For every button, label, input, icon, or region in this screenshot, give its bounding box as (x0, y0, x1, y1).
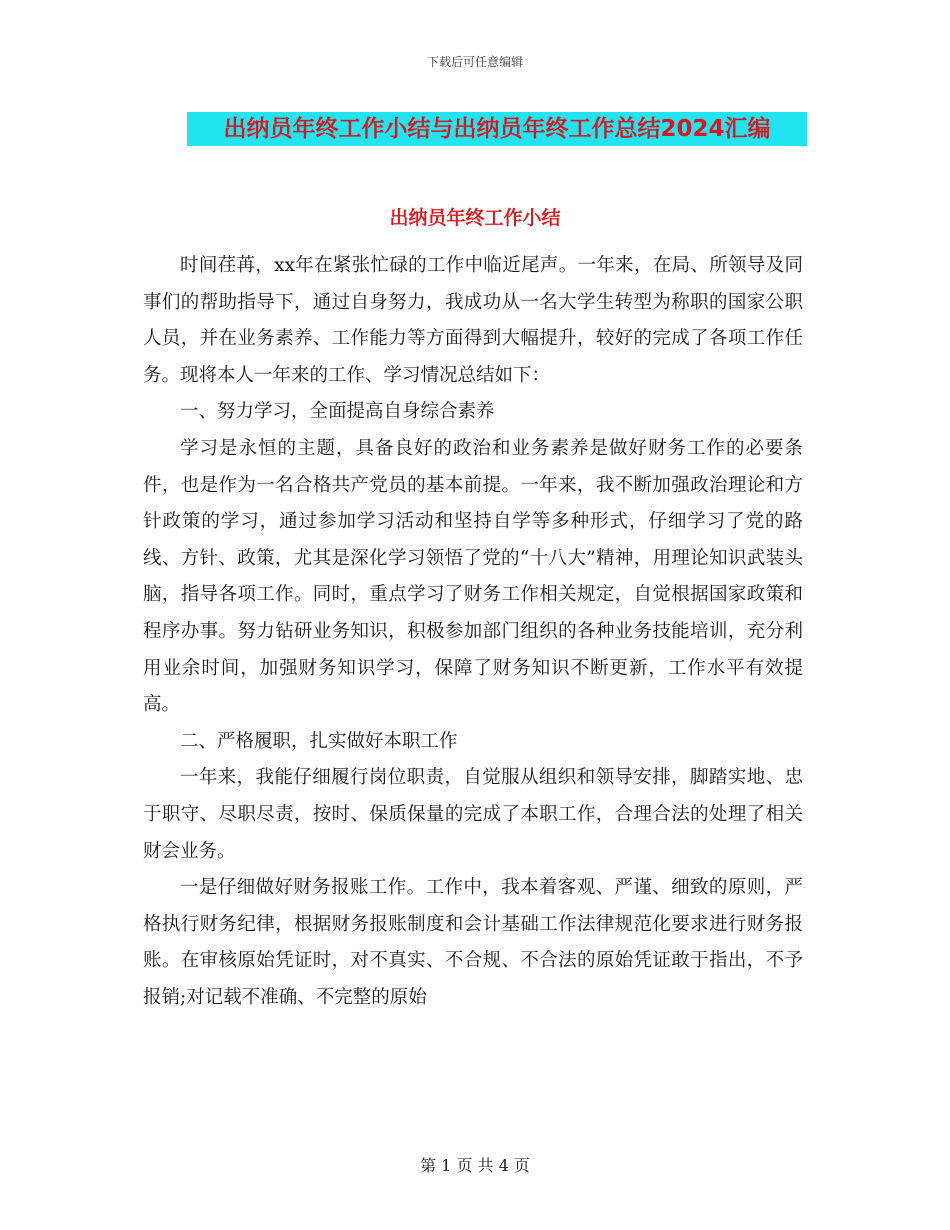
document-title: 出纳员年终工作小结与出纳员年终工作总结2024汇编 (187, 112, 807, 146)
paragraph-study: 学习是永恒的主题，具备良好的政治和业务素养是做好财务工作的必要条件，也是作为一名合格共产党员的基本前提。一年来，我不断加强政治理论和方针政策的学习，通过参加学习活动和坚持自学等多种形式，仔细学习了党的路线、方针、政策，尤其是深化学习领悟了党的“十八大”精神，用理论知识武装头脑，指导各项工作。同时，重点学习了财务工作相关规定，自觉根据国家政策和程序办事。努力钻研业务知识，积极参加部门组织的各种业务技能培训，充分利用业余时间，加强财务知识学习，保障了财务知识不断更新，工作水平有效提高。 (143, 437, 803, 716)
paragraph-duty: 一年来，我能仔细履行岗位职责，自觉服从组织和领导安排，脚踏实地、忠于职守、尽职尽责，按时、保质保量的完成了本职工作，合理合法的处理了相关财会业务。 (143, 767, 803, 862)
paragraph-intro: 时间荏苒，xx年在紧张忙碌的工作中临近尾声。一年来，在局、所领导及同事们的帮助指导下，通过自身努力，我成功从一名大学生转型为称职的国家公职人员，并在业务素养、工作能力等方面得到大幅提升，较好的完成了各项工作任务。现将本人一年来的工作、学习情况总结如下： (143, 255, 803, 386)
section-title: 出纳员年终工作小结 (389, 207, 561, 229)
paragraph-reimbursement: 一是仔细做好财务报账工作。工作中，我本着客观、严谨、细致的原则，严格执行财务纪律，根据财务报账制度和会计基础工作法律规范化要求进行财务报账。在审核原始凭证时，对不真实、不合规、不合法的原始凭证敢于指出，不予报销;对记载不准确、不完整的原始 (143, 877, 803, 1008)
heading-study: 一、努力学习，全面提高自身综合素养 (180, 401, 495, 423)
heading-duty: 二、严格履职，扎实做好本职工作 (180, 730, 458, 752)
body-text (143, 248, 803, 1016)
header-note: 下载后可任意编辑 (426, 55, 523, 69)
page-number: 第 1 页 共 4 页 (420, 1156, 530, 1175)
